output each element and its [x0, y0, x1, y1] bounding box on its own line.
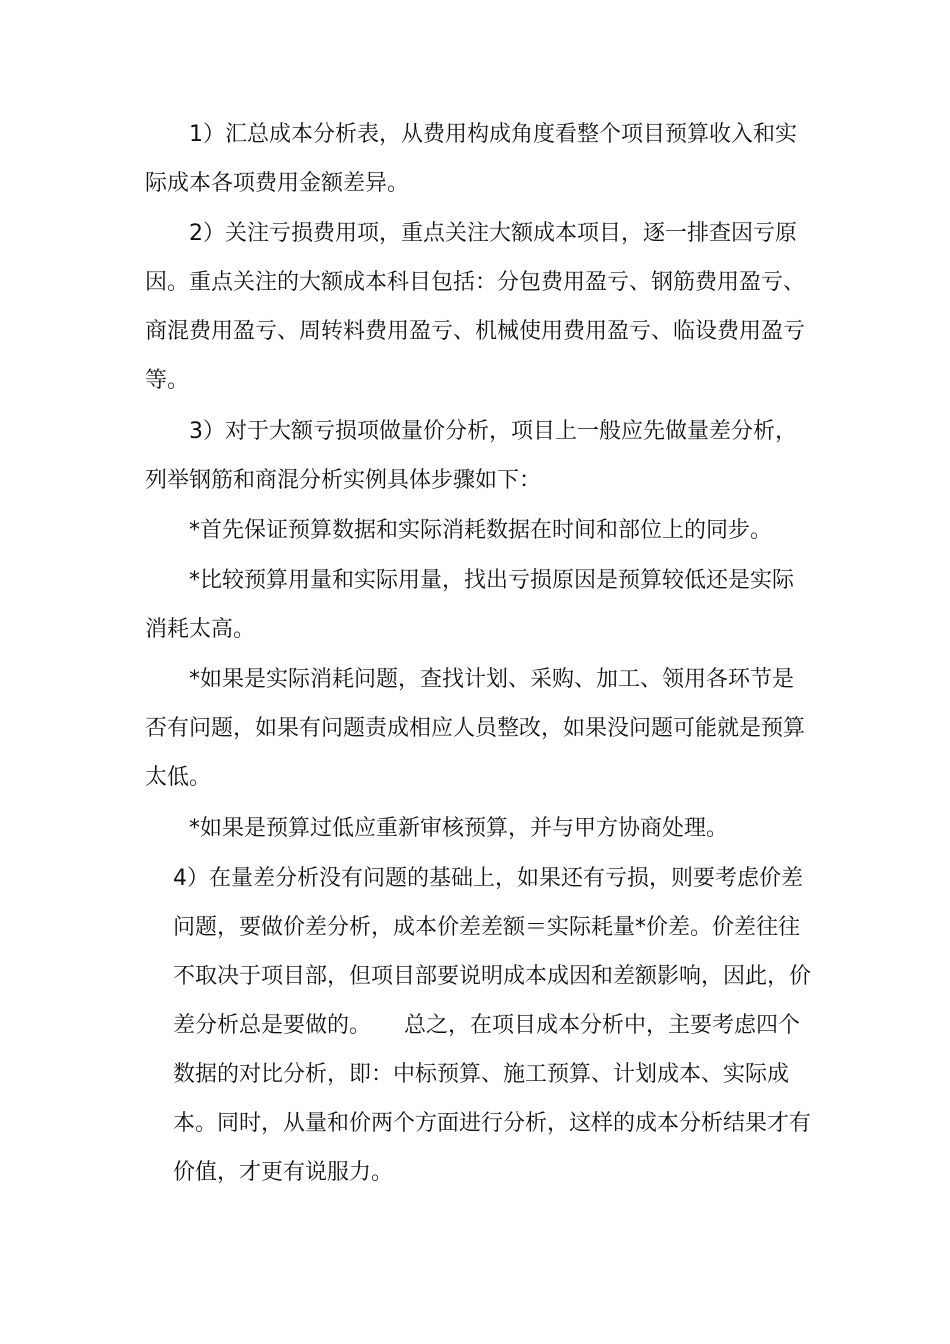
paragraph-2: 2）关注亏损费用项，重点关注大额成本项目，逐一排查因亏原因。重点关注的大额成本科目包括：分包费用盈亏、钢筋费用盈亏、商混费用盈亏、周转料费用盈亏、机械使用费用盈亏、临设费用盈亏等。 [145, 221, 806, 393]
paragraph-step-2: *比较预算用量和实际用量，找出亏损原因是预算较低还是实际消耗太高。 [145, 568, 795, 642]
paragraph-4: 4）在量差分析没有问题的基础上，如果还有亏损，则要考虑价差问题，要做价差分析，成本价差差额＝实际耗量*价差。价差往往不取决于项目部，但项目部要说明成本成因和差额影响，因此，价差分析总是要做的。 总之，在项目成本分析中，主要考虑四个数据的对比分析，即：中标预算、施工预算、计划成本、实际成本。同时，从量和价两个方面进行分析，这样的成本分析结果才有价值，才更有说服力。 [173, 866, 812, 1185]
paragraph-step-3: *如果是实际消耗问题，查找计划、采购、加工、领用各环节是否有问题，如果有问题责成相应人员整改，如果没问题可能就是预算太低。 [145, 667, 806, 790]
paragraph-step-1: *首先保证预算数据和实际消耗数据在时间和部位上的同步。 [189, 518, 773, 543]
paragraph-1: 1）汇总成本分析表，从费用构成角度看整个项目预算收入和实际成本各项费用金额差异。 [145, 122, 797, 196]
paragraph-3: 3）对于大额亏损项做量价分析，项目上一般应先做量差分析，列举钢筋和商混分析实例具体步骤如下： [145, 419, 797, 493]
paragraph-step-4: *如果是预算过低应重新审核预算，并与甲方协商处理。 [189, 816, 729, 841]
